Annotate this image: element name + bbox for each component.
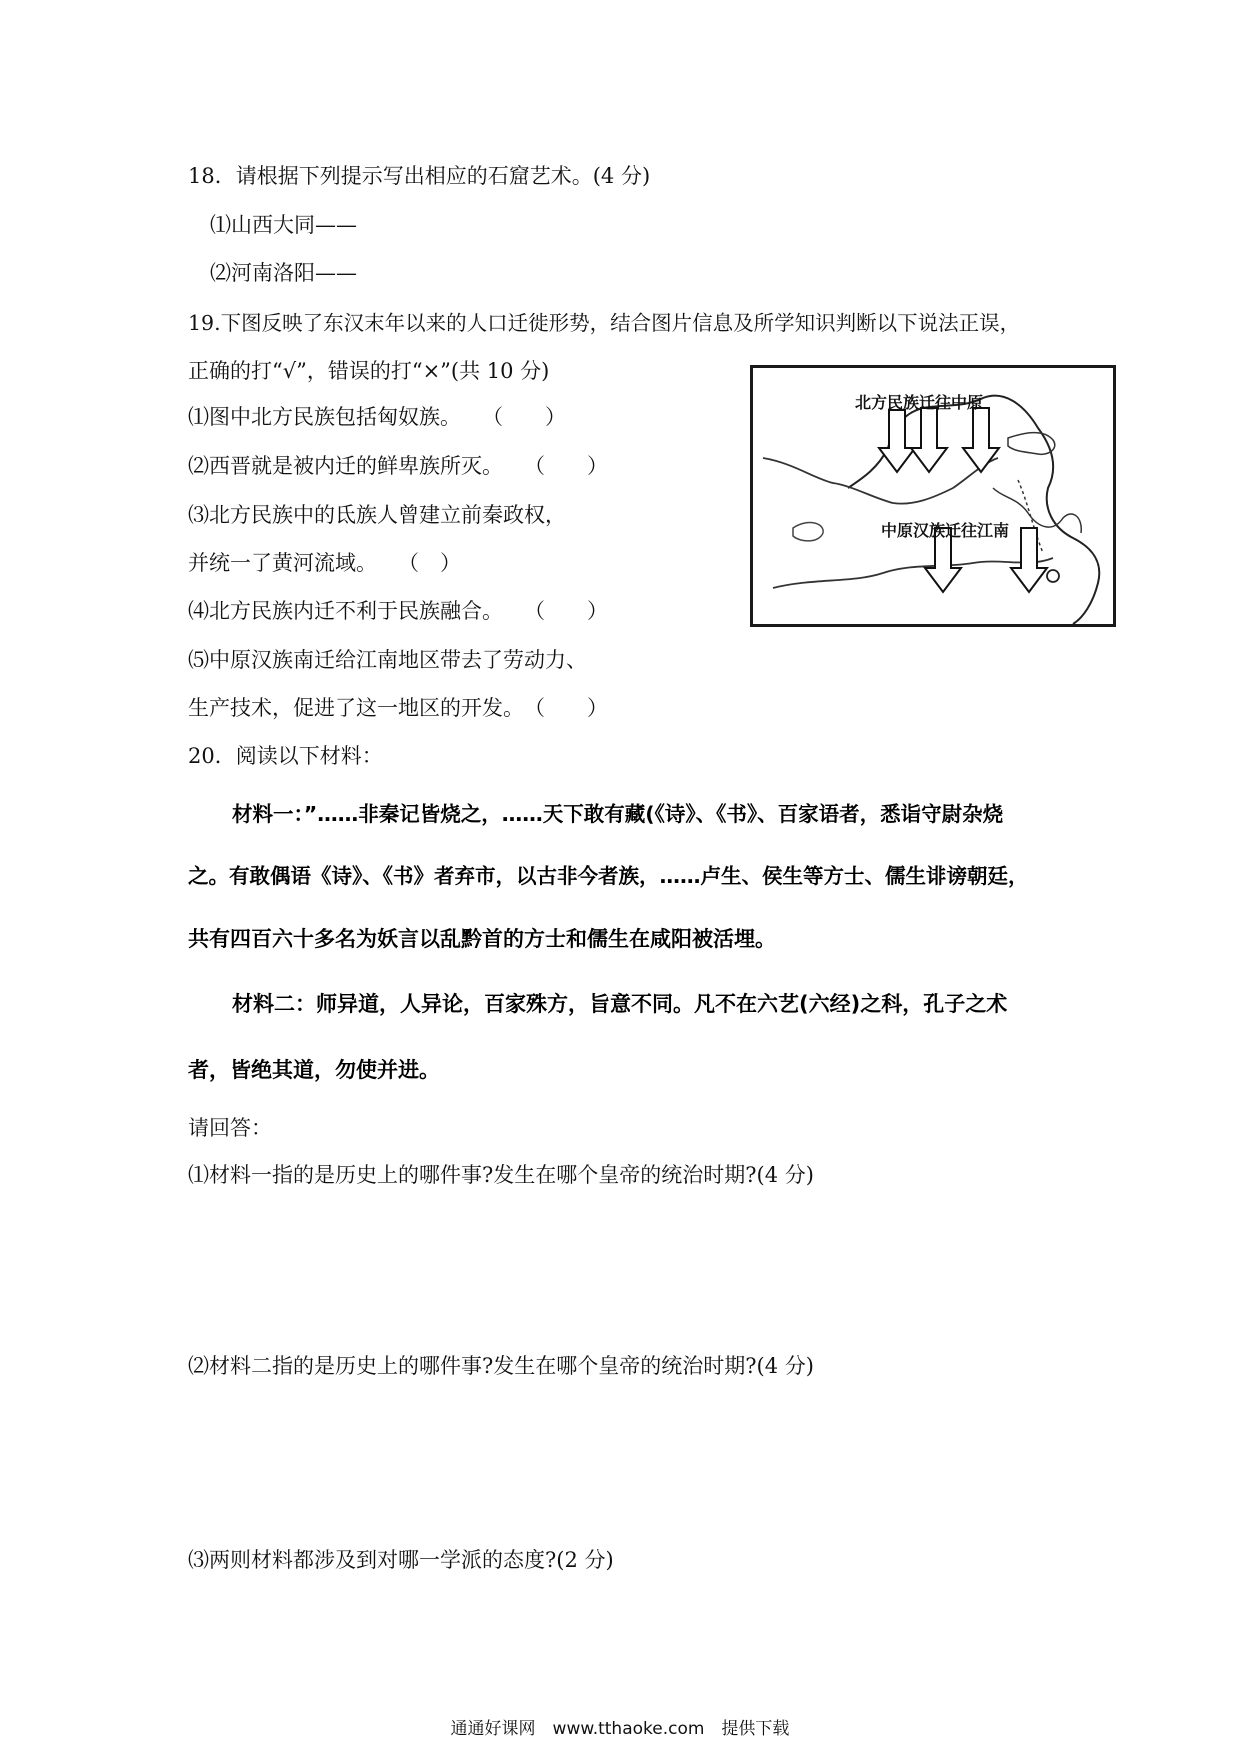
city-marker [1047, 570, 1059, 582]
q18-item-1: ⑴山西大同—— [210, 213, 357, 237]
q20-material1-line1: 材料一：”……非秦记皆烧之，……天下敢有藏(《诗》、《书》、百家语者，悉诣守尉杂烧 [232, 802, 1004, 826]
down-arrow-icon [1011, 528, 1047, 592]
q19-item-3: ⑶北方民族中的氐族人曾建立前秦政权， [188, 503, 566, 527]
q20-material1-line2: 之。有敢偶语《诗》、《书》者弃市，以古非今者族，……卢生、侯生等方士、儒生诽谤朝廷， [188, 864, 1029, 888]
map-label-south: 中原汉族迁往江南 [881, 521, 1010, 540]
q19-item-3-cont: 并统一了黄河流域。 （ ） [188, 551, 461, 575]
q20-ask: 请回答： [188, 1116, 272, 1140]
yangtze-river [773, 558, 1053, 588]
q20-question-2: ⑵材料二指的是历史上的哪件事?发生在哪个皇帝的统治时期?(4 分) [188, 1354, 814, 1378]
q18-item-2: ⑵河南洛阳—— [210, 261, 357, 285]
q19-item-4: ⑷北方民族内迁不利于民族融合。 （ ） [188, 599, 608, 623]
q20-material2-line2: 者，皆绝其道，勿使并进。 [188, 1058, 440, 1082]
q20-material1-line3: 共有四百六十多名为妖言以乱黔首的方士和儒生在咸阳被活埋。 [188, 927, 776, 951]
yellow-river [763, 458, 998, 504]
q19-stem-line2: 正确的打“√”，错误的打“×”(共 10 分) [188, 359, 550, 383]
q20-stem: 20．阅读以下材料： [188, 744, 383, 768]
map-label-north: 北方民族迁往中原 [855, 393, 984, 412]
migration-map [750, 365, 1116, 627]
q19-item-1: ⑴图中北方民族包括匈奴族。 （ ） [188, 405, 566, 429]
q18-stem: 18．请根据下列提示写出相应的石窟艺术。(4 分) [188, 164, 651, 188]
down-arrow-icon [911, 408, 947, 472]
q20-question-3: ⑶两则材料都涉及到对哪一学派的态度?(2 分) [188, 1548, 614, 1572]
down-arrow-icon [879, 410, 915, 472]
down-arrow-icon [963, 408, 999, 472]
q19-item-2: ⑵西晋就是被内迁的鲜卑族所灭。 （ ） [188, 454, 608, 478]
lake [793, 523, 823, 541]
page-footer: 通通好课网 www.tthaoke.com 提供下载 [450, 1719, 790, 1739]
q20-material2-line1: 材料二：师异道，人异论，百家殊方，旨意不同。凡不在六艺(六经)之科，孔子之术 [232, 992, 1008, 1016]
q20-question-1: ⑴材料一指的是历史上的哪件事?发生在哪个皇帝的统治时期?(4 分) [188, 1163, 814, 1187]
q19-item-5-cont: 生产技术，促进了这一地区的开发。 （ ） [188, 696, 608, 720]
q19-stem-line1: 19.下图反映了东汉末年以来的人口迁徙形势，结合图片信息及所学知识判断以下说法正误， [188, 311, 1021, 335]
q19-item-5: ⑸中原汉族南迁给江南地区带去了劳动力、 [188, 648, 587, 672]
